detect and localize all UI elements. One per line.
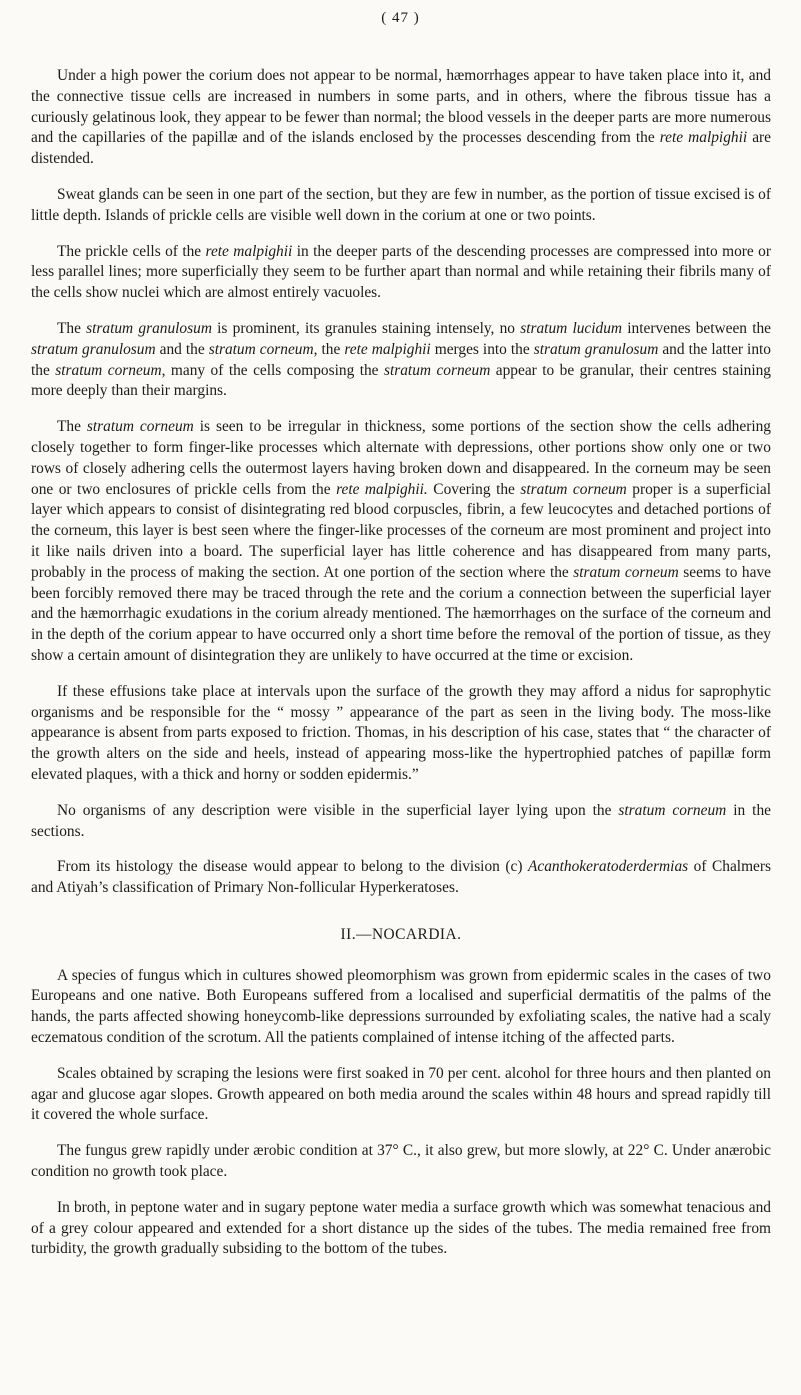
italic-term: Acanthokeratoderdermias [527, 858, 689, 876]
italic-term: stratum granulosum [86, 319, 212, 337]
text-run: seems to have been forcibly removed there may be traced through the rete and the corium a connection between the superficial layer and the hæmorrhagic exudations in the corium already mentioned. The hæmorrhages on the surface of the corneum and in the depth of the corium appear to have occurred only a short time before the removal of the portion of tissue, as they show a certain amount of disintegration they are unlikely to have occurred at the time or excision. [31, 563, 771, 664]
italic-term: stratum lucidum [520, 319, 623, 337]
text-run: and the [155, 340, 209, 358]
italic-term: stratum granulosum [533, 340, 659, 358]
document-body [31, 66, 771, 1275]
text-run: , the [313, 340, 345, 358]
italic-term: rete malpighii. [336, 480, 428, 498]
page-number: ( 47 ) [381, 10, 420, 26]
text-run: II.—NOCARDIA. [340, 925, 462, 943]
text-run: A species of fungus which in cultures showed pleomorphism was grown from epidermic scales in the cases of two Europeans and one native. Both Europeans suffered from a localised and superficial dermatitis of the palms of the hands, the parts affected showing honeycomb-like depressions surrounded by exfoliating scales, the native had a scaly eczematous condition of the scrotum. All the patients complained of intense itching of the affected parts. [31, 966, 771, 1047]
italic-term: stratum granulosum [31, 340, 156, 358]
text-run: The [57, 319, 87, 337]
text-run: From its histology the disease would appear to belong to the division (c) [57, 858, 528, 876]
text-run: Sweat glands can be seen in one part of the section, but they are few in number, as the portion of tissue excised is of little depth. Islands of prickle cells are visible well down in the corium at one or two points. [31, 185, 771, 224]
text-run: intervenes between the [622, 319, 772, 337]
text-run: No organisms of any description were visible in the superficial layer lying upon the [57, 801, 619, 819]
paragraph [31, 1064, 771, 1126]
paragraph [31, 1141, 771, 1183]
text-run: proper is a superficial layer which appears to consist of disintegrating red blood corpuscles, fibrin, a few leucocytes and detached portions of the corneum, this layer is best seen where the finger-like processes of the corneum are most prominent and project into it like nails driven into a board. The superficial layer has little coherence and has disappeared from many parts, probably in the process of making the section. At one portion of the section where the [31, 480, 771, 581]
italic-term: stratum corneum [55, 361, 162, 379]
text-run: and the latter into the [31, 340, 771, 379]
paragraph [31, 966, 771, 1049]
text-run: is seen to be irregular in thickness, some portions of the section show the cells adhering closely together to form finger-like processes which alternate with depressions, other portions show only one or two rows of closely adhering cells the outermost layers having broken down and disappeared. In the corneum may be seen one or two enclosures of prickle cells from the [31, 418, 771, 498]
text-run: are distended. [31, 129, 771, 168]
paragraph [31, 417, 771, 667]
italic-term: rete malpighii [205, 242, 293, 260]
text-run: merges into the [430, 340, 534, 358]
italic-term: stratum corneum [573, 563, 679, 581]
text-run: The fungus grew rapidly under ærobic condition at 37° C., it also grew, but more slowly, at 22° C. Under anærobic condition no growth took place. [31, 1142, 771, 1181]
paragraph [31, 801, 771, 843]
paragraph [31, 66, 771, 170]
text-run: Under a high power the corium does not appear to be normal, hæmorrhages appear to have taken place into it, and the connective tissue cells are increased in numbers in some parts, and in others, where the fibrous tissue has a curiously gelatinous look, they appear to be fewer than normal; the blood vessels in the deeper parts are more numerous and the capillaries of the papillæ and of the islands enclosed by the processes descending from the [31, 67, 771, 147]
text-run: appear to be granular, their centres staining more deeply than their margins. [31, 361, 771, 400]
italic-term: rete malpighii [344, 340, 431, 358]
text-run: Scales obtained by scraping the lesions were first soaked in 70 per cent. alcohol for three hours and then planted on agar and glucose agar slopes. Growth appeared on both media around the scales within 48 hours and spread rapidly till it covered the whole surface. [31, 1064, 771, 1124]
text-run: If these effusions take place at intervals upon the surface of the growth they may afford a nidus for saprophytic organisms and be responsible for the “ mossy ” appearance of the part as seen in the living body. The moss-like appearance is absent from parts exposed to friction. Thomas, in his description of his case, states that “ the character of the growth alters on the side and heels, instead of appearing moss-like the hypertrophied patches of papillæ form elevated plaques, with a thick and horny or sodden epidermis.” [31, 682, 771, 783]
text-run: The prickle cells of the [57, 242, 206, 260]
paragraph [31, 1198, 771, 1260]
text-run: , many of the cells composing the [161, 361, 384, 379]
italic-term: stratum corneum [383, 361, 491, 379]
text-run: The [57, 418, 87, 436]
text-run: in the sections. [31, 801, 771, 840]
paragraph [31, 242, 771, 304]
paragraph [31, 185, 771, 227]
paragraph [31, 857, 771, 899]
text-run: In broth, in peptone water and in sugary peptone water media a surface growth which was somewhat tenacious and of a grey colour appeared and extended for a short distance up the sides of the tubes. The media remained free from turbidity, the growth gradually subsiding to the bottom of the tubes. [31, 1198, 771, 1258]
italic-term: rete malpighii [659, 129, 748, 147]
text-run: is prominent, its granules staining intensely, no [211, 319, 521, 337]
italic-term: stratum corneum [86, 418, 194, 436]
paragraph [31, 682, 771, 786]
italic-term: stratum corneum [208, 340, 314, 358]
text-run: of Chalmers and Atiyah’s classification of Primary Non-follicular Hyperkeratoses. [31, 858, 771, 897]
paragraph [31, 319, 771, 402]
text-run: Covering the [427, 480, 521, 498]
text-run: in the deeper parts of the descending processes are compressed into more or less parallel lines; more superficially they seem to be further apart than normal and while retaining their fibrils many of the cells show nuclei which are almost entirely vacuoles. [31, 242, 771, 302]
section-heading [31, 925, 771, 946]
italic-term: stratum corneum [618, 801, 727, 819]
italic-term: stratum corneum [520, 480, 627, 498]
